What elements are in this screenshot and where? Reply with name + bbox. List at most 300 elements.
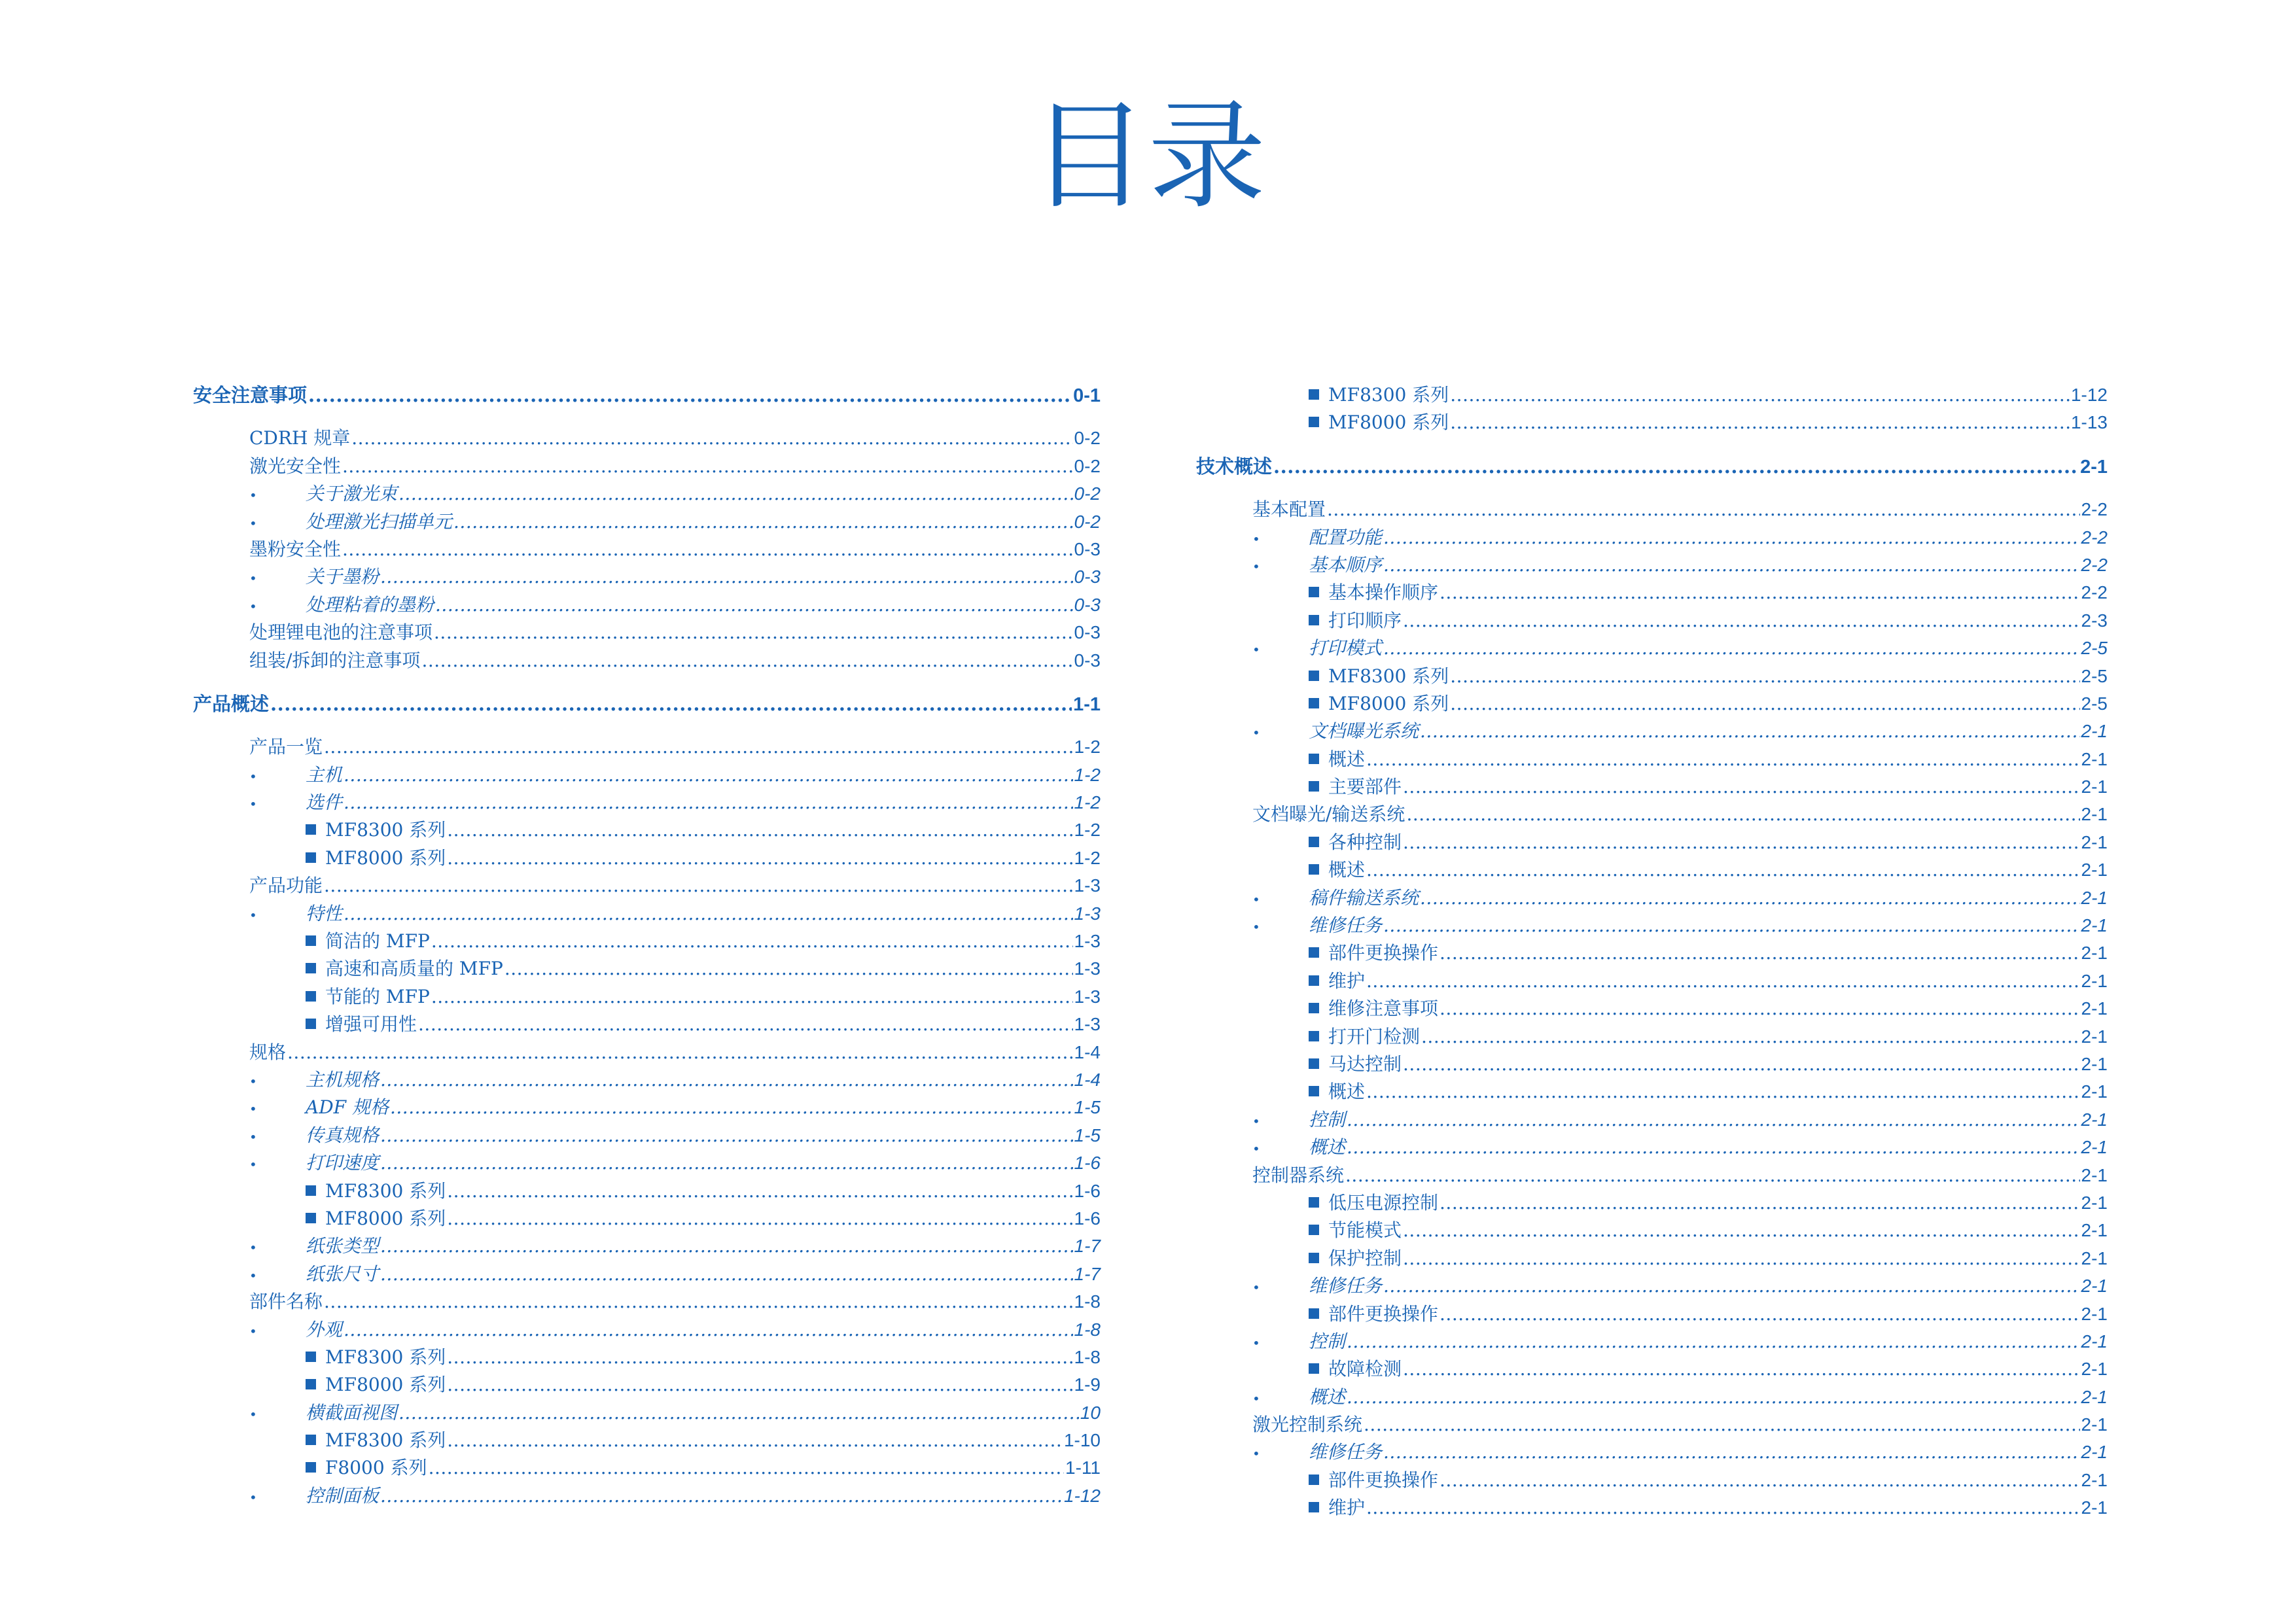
dot-leader (344, 789, 1073, 816)
dot-leader (431, 983, 1073, 1011)
toc-page-number: 2-1 (2080, 456, 2108, 478)
bullet-icon: • (1252, 1335, 1260, 1351)
square-bullet-icon (306, 1352, 316, 1362)
toc-page-number: 2-1 (2081, 998, 2108, 1019)
toc-entry[interactable] (1196, 524, 2108, 551)
toc-left-column (193, 381, 1101, 1510)
toc-page-number: 1-8 (1074, 1319, 1101, 1340)
toc-chapter-entry[interactable] (193, 381, 1101, 409)
toc-entry[interactable] (1196, 1189, 2108, 1217)
dot-leader (1439, 579, 2080, 606)
dot-leader (324, 872, 1073, 899)
toc-page-number: 1-8 (1074, 1346, 1101, 1367)
toc-entry-label: 概述 (1328, 1081, 1366, 1103)
toc-entry-label: ADF 规格 (306, 1096, 389, 1119)
toc-entry-label: CDRH 规章 (249, 427, 351, 449)
toc-chapter-entry[interactable] (193, 690, 1101, 718)
toc-entry[interactable] (193, 1232, 1101, 1260)
toc-page-number: 2-2 (2081, 527, 2108, 548)
toc-entry[interactable] (1196, 718, 2108, 745)
bullet-icon: • (249, 1240, 257, 1256)
bullet-icon: • (1252, 1141, 1260, 1157)
dot-leader (1403, 1217, 2080, 1244)
toc-page-number: 0-2 (1074, 483, 1101, 504)
toc-page-number: 1-2 (1074, 737, 1101, 758)
toc-page-number: 1-3 (1074, 1014, 1101, 1035)
toc-page-number: 1-2 (1074, 820, 1101, 841)
toc-entry[interactable] (193, 1454, 1101, 1482)
dot-leader (1403, 829, 2080, 856)
toc-page-number: 2-2 (2081, 499, 2108, 520)
toc-entry[interactable] (193, 1427, 1101, 1454)
square-bullet-icon (306, 852, 316, 863)
toc-page-number: 2-1 (2081, 1081, 2108, 1102)
toc-entry[interactable] (193, 983, 1101, 1011)
toc-page-number: 1-3 (1074, 931, 1101, 952)
toc-page-number: 1-3 (1074, 958, 1101, 979)
toc-page-number: 1-2 (1074, 792, 1101, 813)
dot-leader (1366, 1494, 2080, 1522)
toc-entry[interactable] (193, 1316, 1101, 1344)
dot-leader (380, 563, 1073, 591)
toc-page-number: 1-9 (1074, 1374, 1101, 1395)
toc-entry[interactable] (193, 761, 1101, 789)
toc-entry-label: 产品功能 (249, 875, 323, 897)
toc-entry[interactable] (1196, 1023, 2108, 1051)
toc-entry[interactable] (193, 1039, 1101, 1066)
dot-leader (447, 1178, 1072, 1205)
toc-entry[interactable] (1196, 1411, 2108, 1439)
toc-entry-label: 概述 (1328, 748, 1366, 770)
bullet-icon: • (249, 570, 257, 587)
toc-entry-label: 控制 (1309, 1330, 1346, 1352)
bullet-icon: • (1252, 1390, 1260, 1406)
toc-entry-label: 部件名称 (249, 1291, 323, 1313)
toc-page-number: 1-7 (1074, 1263, 1101, 1284)
bullet-icon: • (249, 1406, 257, 1422)
dot-leader (287, 1039, 1073, 1066)
toc-entry[interactable] (1196, 1272, 2108, 1300)
toc-page-number: 2-1 (2081, 1276, 2108, 1297)
toc-entry[interactable] (193, 733, 1101, 761)
dot-leader (342, 536, 1073, 563)
dot-leader (1421, 1023, 2080, 1051)
toc-entry[interactable] (1196, 551, 2108, 579)
toc-entry[interactable] (1196, 635, 2108, 662)
toc-page-number: 1-13 (2070, 412, 2108, 433)
toc-entry[interactable] (193, 425, 1101, 452)
toc-entry[interactable] (193, 1178, 1101, 1205)
toc-page-number: 1-2 (1074, 764, 1101, 785)
dot-leader (1366, 1078, 2080, 1106)
toc-entry[interactable] (1196, 801, 2108, 828)
toc-page-number: 2-1 (2081, 1331, 2108, 1352)
dot-leader (1347, 1134, 2080, 1161)
toc-entry[interactable] (1196, 496, 2108, 523)
toc-page-number: 2-1 (2081, 1414, 2108, 1435)
toc-page-number: 2-2 (2081, 582, 2108, 603)
toc-entry[interactable] (1196, 912, 2108, 939)
bullet-icon: • (1252, 725, 1260, 741)
square-bullet-icon (1309, 1475, 1319, 1485)
toc-entry[interactable] (1196, 746, 2108, 773)
dot-leader (308, 381, 1072, 409)
toc-entry[interactable] (1196, 1494, 2108, 1522)
toc-entry-label: 组装/拆卸的注意事项 (249, 649, 421, 671)
toc-page-number: 0-1 (1073, 385, 1101, 406)
toc-page-number: 2-1 (2081, 1497, 2108, 1518)
dot-leader (447, 1427, 1063, 1454)
dot-leader (1383, 551, 2080, 579)
square-bullet-icon (1309, 947, 1319, 958)
toc-entry[interactable] (193, 816, 1101, 844)
toc-page-number: 0-3 (1074, 594, 1101, 615)
dot-leader (453, 508, 1073, 536)
toc-page-number: 2-1 (2081, 1248, 2108, 1268)
toc-entry[interactable] (193, 1122, 1101, 1149)
dot-leader (398, 1399, 1079, 1427)
square-bullet-icon (1309, 837, 1319, 847)
toc-entry[interactable] (1196, 663, 2108, 690)
toc-entry-label: 各种控制 (1328, 831, 1402, 853)
toc-page-number: 2-1 (2081, 1220, 2108, 1241)
square-bullet-icon (1309, 389, 1319, 400)
dot-leader (1450, 409, 2070, 436)
bullet-icon: • (1252, 919, 1260, 935)
bullet-icon: • (249, 1323, 257, 1339)
bullet-icon: • (1252, 1280, 1260, 1296)
toc-entry[interactable] (1196, 884, 2108, 912)
toc-page-number: 2-1 (2081, 804, 2108, 825)
toc-entry-label: MF8300 系列 (325, 819, 446, 841)
dot-leader (447, 816, 1072, 844)
toc-entry[interactable] (193, 1094, 1101, 1121)
toc-entry[interactable] (1196, 1467, 2108, 1494)
bullet-icon: • (1252, 642, 1260, 658)
dot-leader (1406, 801, 2079, 828)
toc-entry[interactable] (193, 508, 1101, 536)
square-bullet-icon (1309, 1058, 1319, 1069)
toc-entry[interactable] (1196, 1162, 2108, 1189)
bullet-icon: • (249, 1073, 257, 1089)
toc-entry-label: 处理激光扫描单元 (306, 510, 453, 532)
toc-chapter-entry[interactable] (1196, 453, 2108, 480)
toc-page-number: 2-1 (2081, 831, 2108, 852)
toc-page-number: 1-1 (1073, 693, 1101, 715)
toc-entry-label: MF8000 系列 (325, 846, 446, 869)
toc-page-number: 1-6 (1074, 1208, 1101, 1229)
toc-entry[interactable] (193, 647, 1101, 674)
toc-entry-label: 处理锂电池的注意事项 (249, 621, 433, 644)
toc-entry[interactable] (193, 845, 1101, 872)
toc-entry-label: 主机 (306, 763, 343, 786)
toc-entry-label: 主机规格 (306, 1068, 380, 1091)
toc-entry[interactable] (1196, 1300, 2108, 1328)
square-bullet-icon (1309, 1197, 1319, 1208)
toc-page-number: 1-2 (1074, 847, 1101, 868)
toc-page-number: 1-3 (1074, 875, 1101, 896)
dot-leader (1439, 1300, 2080, 1328)
toc-entry-label: 主要部件 (1328, 776, 1402, 798)
square-bullet-icon (1309, 1086, 1319, 1096)
toc-entry-label: 基本操作顺序 (1328, 582, 1439, 604)
toc-entry-label: 规格 (249, 1041, 287, 1063)
toc-entry[interactable] (1196, 773, 2108, 801)
toc-entry[interactable] (1196, 381, 2108, 409)
dot-leader (447, 1371, 1072, 1399)
toc-entry-label: 基本顺序 (1309, 553, 1383, 576)
toc-entry-label: 安全注意事项 (193, 384, 308, 406)
square-bullet-icon (306, 824, 316, 835)
square-bullet-icon (306, 1185, 316, 1196)
toc-entry[interactable] (1196, 968, 2108, 995)
dot-leader (1403, 773, 2080, 801)
bullet-icon: • (1252, 1113, 1260, 1129)
bullet-icon: • (249, 1157, 257, 1173)
dot-leader (447, 1205, 1072, 1232)
toc-entry-label: 打印速度 (306, 1152, 380, 1174)
toc-page-number: 1-6 (1074, 1180, 1101, 1201)
toc-entry-label: MF8300 系列 (325, 1179, 446, 1202)
dot-leader (380, 1122, 1073, 1149)
toc-page-number: 2-2 (2081, 554, 2108, 575)
dot-leader (344, 900, 1073, 928)
toc-page-number: 2-1 (2081, 1359, 2108, 1380)
dot-leader (1273, 453, 2079, 480)
toc-entry-label: 技术概述 (1196, 455, 1273, 478)
dot-leader (1366, 746, 2080, 773)
bullet-icon: • (249, 1101, 257, 1117)
toc-entry[interactable] (193, 789, 1101, 816)
toc-entry[interactable] (1196, 829, 2108, 856)
square-bullet-icon (306, 1462, 316, 1473)
toc-page-number: 1-5 (1074, 1097, 1101, 1118)
toc-entry[interactable] (193, 1344, 1101, 1371)
toc-page-number: 1-7 (1074, 1236, 1101, 1257)
dot-leader (1450, 663, 2079, 690)
square-bullet-icon (1309, 1308, 1319, 1319)
toc-entry-label: 关于墨粉 (306, 566, 380, 588)
toc-entry-label: 关于激光束 (306, 483, 398, 505)
dot-leader (1439, 1467, 2080, 1494)
toc-entry[interactable] (193, 536, 1101, 563)
toc-entry[interactable] (193, 1482, 1101, 1510)
toc-entry[interactable] (193, 900, 1101, 928)
toc-entry[interactable] (193, 1066, 1101, 1094)
dot-leader (380, 1261, 1073, 1288)
dot-leader (1383, 912, 2080, 939)
toc-page-number: 1-11 (1065, 1457, 1101, 1478)
toc-entry-label: 简洁的 MFP (325, 930, 430, 952)
bullet-icon: • (249, 487, 257, 504)
bullet-icon: • (1252, 558, 1260, 574)
toc-entry[interactable] (1196, 1106, 2108, 1134)
dot-leader (344, 1316, 1073, 1344)
toc-entry[interactable] (193, 480, 1101, 508)
toc-entry-label: 激光控制系统 (1252, 1414, 1363, 1436)
dot-leader (504, 955, 1073, 983)
square-bullet-icon (1309, 698, 1319, 708)
square-bullet-icon (306, 1379, 316, 1389)
toc-page-number: 0-2 (1074, 428, 1101, 449)
dot-leader (270, 690, 1072, 718)
dot-leader (1347, 1328, 2080, 1355)
dot-leader (351, 425, 1072, 452)
square-bullet-icon (1309, 754, 1319, 764)
toc-entry-label: MF8300 系列 (1328, 384, 1449, 406)
toc-entry[interactable] (193, 591, 1101, 619)
toc-page-number: 0-2 (1074, 511, 1101, 532)
toc-page-number: 2-5 (2081, 665, 2108, 686)
toc-entry[interactable] (193, 1288, 1101, 1316)
dot-leader (1450, 381, 2070, 409)
toc-entry[interactable] (1196, 1355, 2108, 1383)
toc-entry[interactable] (1196, 939, 2108, 967)
toc-entry[interactable] (193, 1205, 1101, 1232)
bullet-icon: • (249, 1128, 257, 1145)
dot-leader (1403, 607, 2080, 635)
dot-leader (324, 733, 1073, 761)
toc-page-number: 2-1 (2081, 1303, 2108, 1324)
toc-page-number: 2-1 (2081, 1164, 2108, 1185)
dot-leader (447, 845, 1072, 872)
bullet-icon: • (1252, 531, 1260, 547)
toc-entry[interactable] (1196, 1134, 2108, 1161)
toc-page-number: 2-1 (2081, 777, 2108, 797)
toc-entry-label: 纸张类型 (306, 1235, 380, 1257)
toc-entry[interactable] (1196, 1245, 2108, 1272)
toc-entry-label: 故障检测 (1328, 1358, 1402, 1380)
toc-entry-label: 马达控制 (1328, 1053, 1402, 1075)
toc-page-number: 2-1 (2081, 1469, 2108, 1490)
toc-entry-label: 打印模式 (1309, 637, 1383, 659)
toc-entry-label: MF8300 系列 (325, 1429, 446, 1452)
toc-page-number: 2-1 (2081, 943, 2108, 964)
toc-page-number: 2-1 (2081, 1137, 2108, 1158)
toc-entry-label: MF8000 系列 (1328, 411, 1449, 434)
dot-leader (1383, 1272, 2080, 1300)
toc-entry[interactable] (1196, 1384, 2108, 1411)
toc-entry-label: 维护 (1328, 969, 1366, 992)
dot-leader (342, 453, 1073, 480)
toc-entry-label: 概述 (1328, 859, 1366, 881)
square-bullet-icon (1309, 615, 1319, 625)
toc-entry[interactable] (193, 955, 1101, 983)
toc-entry[interactable] (193, 1149, 1101, 1177)
toc-entry[interactable] (193, 453, 1101, 480)
dot-leader (1345, 1162, 2080, 1189)
bullet-icon: • (249, 796, 257, 812)
toc-entry-label: F8000 系列 (325, 1457, 427, 1479)
toc-entry[interactable] (1196, 1217, 2108, 1244)
dot-leader (1364, 1411, 2080, 1439)
dot-leader (1450, 690, 2079, 718)
dot-leader (429, 1454, 1064, 1482)
toc-entry-label: 打印顺序 (1328, 609, 1402, 631)
toc-entry-label: 外观 (306, 1318, 343, 1340)
toc-entry-label: 维修任务 (1309, 1275, 1383, 1297)
toc-entry-label: 维护 (1328, 1497, 1366, 1519)
toc-page-number: 1-4 (1074, 1069, 1101, 1090)
toc-entry[interactable] (1196, 995, 2108, 1022)
square-bullet-icon (1309, 1225, 1319, 1235)
dot-leader (418, 1011, 1073, 1038)
dot-leader (1403, 1245, 2080, 1272)
toc-entry-label: 配置功能 (1309, 526, 1383, 548)
toc-page-number: 0-2 (1074, 455, 1101, 476)
toc-entry[interactable] (1196, 1328, 2108, 1355)
toc-entry-label: 高速和高质量的 MFP (325, 958, 503, 980)
toc-entry[interactable] (193, 1261, 1101, 1288)
toc-entry[interactable] (1196, 690, 2108, 718)
toc-entry-label: 横截面视图 (306, 1401, 398, 1423)
toc-entry-label: 控制器系统 (1252, 1164, 1345, 1186)
square-bullet-icon (1309, 1363, 1319, 1374)
toc-entry-label: 节能模式 (1328, 1219, 1402, 1242)
square-bullet-icon (1309, 864, 1319, 875)
toc-entry[interactable] (1196, 1078, 2108, 1106)
dot-leader (1403, 1051, 2080, 1078)
dot-leader (434, 619, 1073, 646)
toc-entry-label: 维修注意事项 (1328, 998, 1439, 1020)
toc-entry-label: 产品一览 (249, 736, 323, 758)
toc-entry[interactable] (1196, 1439, 2108, 1466)
toc-entry[interactable] (193, 928, 1101, 955)
toc-entry-label: 打开门检测 (1328, 1025, 1421, 1047)
square-bullet-icon (1309, 1253, 1319, 1263)
bullet-icon: • (249, 768, 257, 784)
toc-entry-label: 部件更换操作 (1328, 1302, 1439, 1325)
toc-entry-label: 选件 (306, 792, 343, 814)
toc-page-number: 2-1 (2081, 1109, 2108, 1130)
dot-leader (1439, 1189, 2080, 1217)
bullet-icon: • (249, 515, 257, 531)
toc-entry-label: MF8300 系列 (1328, 665, 1449, 687)
toc-entry[interactable] (1196, 1051, 2108, 1078)
dot-leader (1383, 1439, 2080, 1466)
toc-entry-label: 传真规格 (306, 1124, 380, 1146)
toc-page-number: 2-3 (2081, 610, 2108, 631)
toc-page-number: 2-1 (2081, 1192, 2108, 1213)
dot-leader (380, 1232, 1073, 1260)
toc-entry-label: 控制 (1309, 1108, 1346, 1130)
toc-entry[interactable] (193, 1011, 1101, 1038)
toc-entry[interactable] (1196, 856, 2108, 884)
square-bullet-icon (1309, 975, 1319, 986)
square-bullet-icon (306, 1435, 316, 1445)
toc-entry-label: MF8000 系列 (1328, 692, 1449, 714)
toc-entry[interactable] (1196, 607, 2108, 635)
toc-right-column (1196, 381, 2108, 1522)
dot-leader (421, 647, 1072, 674)
bullet-icon: • (1252, 1446, 1260, 1462)
dot-leader (1420, 884, 2080, 912)
square-bullet-icon (306, 1213, 316, 1223)
toc-page-number: 10 (1080, 1402, 1101, 1423)
toc-entry[interactable] (1196, 409, 2108, 436)
dot-leader (1347, 1384, 2080, 1411)
toc-entry[interactable] (193, 1399, 1101, 1427)
toc-entry[interactable] (193, 563, 1101, 591)
toc-entry[interactable] (193, 1371, 1101, 1399)
toc-entry-label: 控制面板 (306, 1484, 380, 1507)
toc-entry[interactable] (193, 619, 1101, 646)
toc-entry[interactable] (1196, 579, 2108, 606)
toc-entry[interactable] (193, 872, 1101, 899)
toc-page-number: 2-1 (2081, 915, 2108, 936)
toc-page-number: 1-6 (1074, 1153, 1101, 1174)
toc-page-number: 1-10 (1063, 1430, 1101, 1451)
